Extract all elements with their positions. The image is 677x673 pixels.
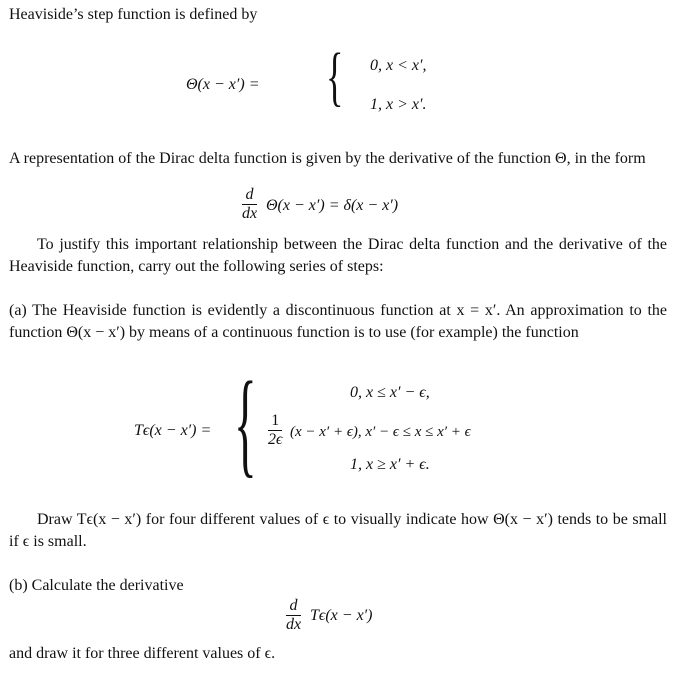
t-case-2-rest: (x − x′ + ϵ), x′ − ϵ ≤ x ≤ x′ + ϵ: [290, 424, 471, 440]
heaviside-lhs: Θ(x − x′) =: [186, 76, 260, 93]
final-text: and draw it for three different values of ϵ.: [9, 645, 276, 662]
fraction-numerator: d: [245, 186, 254, 203]
delta-eq-rest: Θ(x − x′) = δ(x − x′): [266, 197, 399, 214]
t-case-3: 1, x ≥ x′ + ϵ.: [350, 456, 430, 473]
derivative-rest: Tϵ(x − x′): [310, 607, 373, 624]
fraction-denominator: dx: [242, 205, 258, 222]
delta-fraction: [242, 186, 257, 223]
derivative-fraction: [286, 597, 301, 634]
part-b-text: (b) Calculate the derivative: [9, 577, 184, 594]
heaviside-case-1: 0, x < x′,: [370, 57, 427, 74]
t-case-2-fraction: [268, 412, 282, 449]
fraction-denominator: dx: [286, 616, 302, 633]
t-lhs: Tϵ(x − x′) =: [134, 422, 212, 439]
t-case-1: 0, x ≤ x′ − ϵ,: [350, 384, 430, 401]
fraction-denominator: 2ϵ: [268, 431, 283, 448]
draw-paragraph: Draw Tϵ(x − x′) for four different values of ϵ to visually indicate how Θ(x − x′) tends to be small if ϵ is small.: [9, 511, 667, 550]
intro-text: Heaviside’s step function is defined by: [9, 6, 258, 23]
fraction-numerator: d: [289, 597, 298, 614]
justify-paragraph: To justify this important relationship between the Dirac delta function and the derivative of the Heaviside function, carry out the following series of steps:: [9, 236, 667, 275]
part-a-paragraph: (a) The Heaviside function is evidently a discontinuous function at x = x′. An approximation to the function Θ(x − x′) by means of a continuous function is to use (for example) the function: [9, 302, 667, 341]
left-brace: {: [234, 357, 257, 488]
left-brace: {: [326, 40, 344, 113]
fraction-numerator: 1: [271, 412, 280, 429]
delta-paragraph: A representation of the Dirac delta function is given by the derivative of the function Θ, in the form: [9, 150, 646, 167]
heaviside-case-2: 1, x > x′.: [370, 96, 427, 113]
